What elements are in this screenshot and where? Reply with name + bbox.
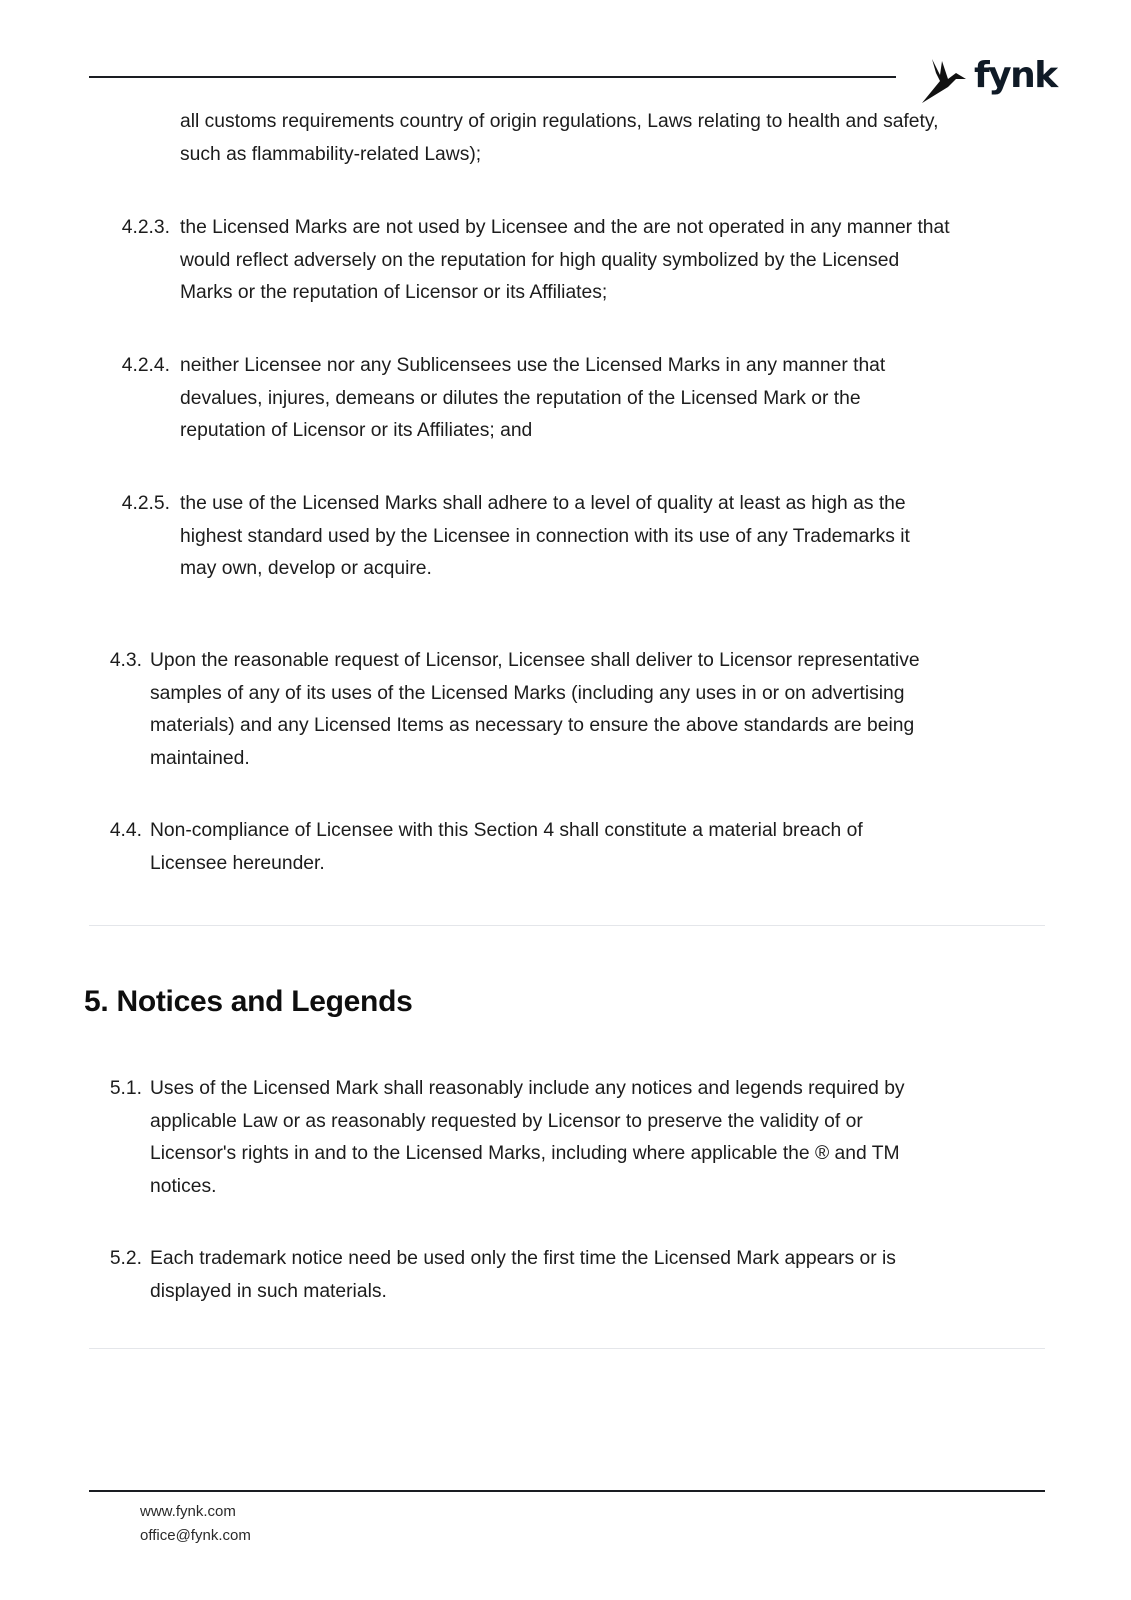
clause-number: 4.2.4. — [121, 355, 170, 376]
text-line: applicable Law or as reasonably requested by Licensor to preserve the validity of or — [150, 1110, 863, 1132]
continuation-text — [180, 106, 938, 171]
text-line: displayed in such materials. — [150, 1280, 387, 1302]
footer-website[interactable]: www.fynk.com — [140, 1503, 236, 1520]
text-line: Uses of the Licensed Mark shall reasonably include any notices and legends required by — [150, 1078, 905, 1099]
clause-4-2-3 — [180, 212, 950, 310]
text-line: maintained. — [150, 747, 250, 769]
text-line: Each trademark notice need be used only the first time the Licensed Mark appears or is — [150, 1248, 896, 1269]
text-line: the Licensed Marks are not used by Licensee and the are not operated in any manner that — [180, 217, 950, 238]
footer-rule — [89, 1490, 1045, 1492]
clause-4-3 — [150, 645, 920, 775]
brand-name: fynk — [974, 54, 1057, 96]
text-line: devalues, injures, demeans or dilutes the reputation of the Licensed Mark or the — [180, 387, 861, 409]
text-line: neither Licensee nor any Sublicensees use the Licensed Marks in any manner that — [180, 355, 886, 376]
text-line: Upon the reasonable request of Licensor, Licensee shall deliver to Licensor representative — [150, 650, 920, 671]
clause-4-4 — [150, 815, 863, 880]
header-rule — [89, 76, 896, 78]
text-line: Marks or the reputation of Licensor or its Affiliates; — [180, 282, 608, 303]
clause-4-2-5 — [180, 488, 910, 586]
clause-5-1 — [150, 1073, 905, 1203]
clause-4-2-4 — [180, 350, 885, 448]
clause-number: 5.1. — [109, 1078, 142, 1099]
clause-number: 4.2.5. — [121, 493, 170, 514]
clause-number: 4.3. — [109, 650, 142, 671]
section-divider — [89, 1348, 1045, 1349]
text-line: may own, develop or acquire. — [180, 558, 432, 579]
section-divider — [89, 925, 1045, 926]
text-line: Licensor's rights in and to the Licensed Marks, including where applicable the ® and TM — [150, 1143, 900, 1164]
footer-email[interactable]: office@fynk.com — [140, 1527, 251, 1544]
section-title: 5. Notices and Legends — [84, 985, 413, 1018]
clause-number: 5.2. — [109, 1248, 142, 1269]
text-line: all customs requirements country of origin regulations, Laws relating to health and safety, — [180, 111, 939, 132]
clause-5-2 — [150, 1243, 896, 1308]
text-line: such as flammability-related Laws); — [180, 143, 482, 165]
text-line: would reflect adversely on the reputation for high quality symbolized by the Licensed — [180, 249, 900, 271]
text-line: materials) and any Licensed Items as necessary to ensure the above standards are being — [150, 715, 915, 736]
text-line: notices. — [150, 1175, 217, 1197]
text-line: Non-compliance of Licensee with this Section 4 shall constitute a material breach of — [150, 820, 863, 841]
brand-logo — [918, 50, 1057, 106]
text-line: samples of any of its uses of the Licensed Marks (including any uses in or on advertising — [150, 682, 905, 704]
clause-number: 4.2.3. — [121, 217, 170, 238]
clause-number: 4.4. — [109, 820, 142, 841]
text-line: highest standard used by the Licensee in connection with its use of any Trademarks it — [180, 525, 910, 547]
text-line: reputation of Licensor or its Affiliates; and — [180, 420, 533, 441]
fynk-bird-logo-icon — [918, 51, 968, 105]
text-line: Licensee hereunder. — [150, 852, 325, 874]
text-line: the use of the Licensed Marks shall adhere to a level of quality at least as high as the — [180, 493, 906, 514]
